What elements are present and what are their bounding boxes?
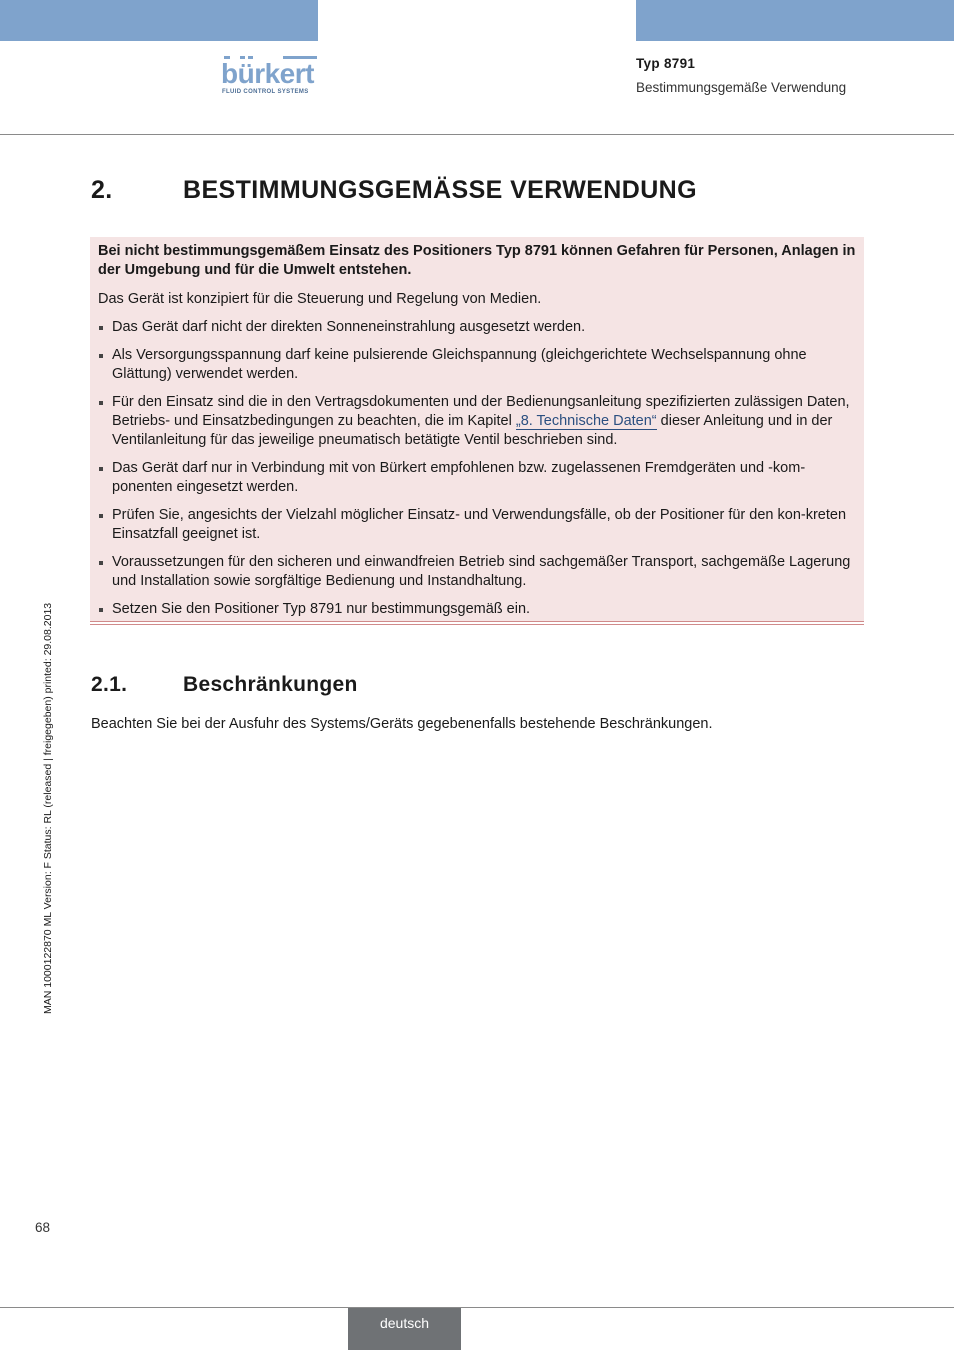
section-name: Bestimmungsgemäße Verwendung [636,80,847,95]
language-tab[interactable]: deutsch [348,1308,461,1350]
logo-wordmark: bürkert [221,58,314,89]
list-item: Prüfen Sie, angesichts der Vielzahl möglicher Einsatz- und Verwendungsfälle, ob der Positioner für den kon-kreten Einsatzfall geeignet ist. [98,506,856,544]
section-title: Beschränkungen [183,673,358,696]
header-color-bar-left [0,0,318,41]
logo-tagline: FLUID CONTROL SYSTEMS [222,89,309,95]
list-item: Voraussetzungen für den sicheren und einwandfreien Betrieb sind sachgemäßer Transport, sachgemäße Lagerung und Installation sowie sorgfältige Bedienung und Instandhaltung. [98,553,856,591]
product-name: Typ 8791 [636,56,696,71]
chapter-number: 2. [91,176,113,204]
section-number: 2.1. [91,673,128,696]
header-color-bar-right [636,0,954,41]
body-paragraph: Beachten Sie bei der Ausfuhr des Systems/Geräts gegebenenfalls bestehende Beschränkungen. [91,716,713,732]
footer-divider [0,1307,954,1308]
warning-lead: Bei nicht bestimmungsgemäßem Einsatz des Positioners Typ 8791 können Gefahren für Personen, Anlagen in der Umgebung und für die Umwelt entstehen. [98,243,856,278]
chapter-link-technical-data[interactable]: „8. Technische Daten“ [515,413,657,429]
document-metadata-margin: MAN 1000122870 ML Version: F Status: RL (released | freigegeben) printed: 29.08.2013 [42,602,54,1014]
list-item: Als Versorgungsspannung darf keine pulsierende Gleichspannung (gleichgerichtete Wechselspannung ohne Glättung) verwendet werden. [98,346,856,384]
list-item [98,393,856,450]
page-number: 68 [35,1220,51,1235]
list-item: Setzen Sie den Positioner Typ 8791 nur bestimmungsgemäß ein. [98,600,856,619]
warning-intro: Das Gerät ist konzipiert für die Steuerung und Regelung von Medien. [98,291,542,307]
list-item-text: Für den Einsatz sind die in den Vertragsdokumenten und der Bedienungsanleitung spezifizierten zulässigen Daten, Betriebs- und Einsatzbedingungen zu beachten, die im Kapitel [112,394,850,429]
header-divider [0,134,954,135]
list-item: Das Gerät darf nur in Verbindung mit von Bürkert empfohlenen bzw. zugelassenen Fremdgeräten und -kom-ponenten eingesetzt werden. [98,459,856,497]
running-header [636,56,846,95]
list-item-text: dieser Anleitung und in der Ventilanleitung für das jeweilige pneumatisch betätigte Ventil beschrieben sind. [112,413,833,448]
warning-list [98,318,856,619]
list-item: Das Gerät darf nicht der direkten Sonneneinstrahlung ausgesetzt werden. [98,318,856,337]
chapter-title: BESTIMMUNGSGEMÄSSE VERWENDUNG [183,176,697,204]
warning-box [90,237,864,622]
